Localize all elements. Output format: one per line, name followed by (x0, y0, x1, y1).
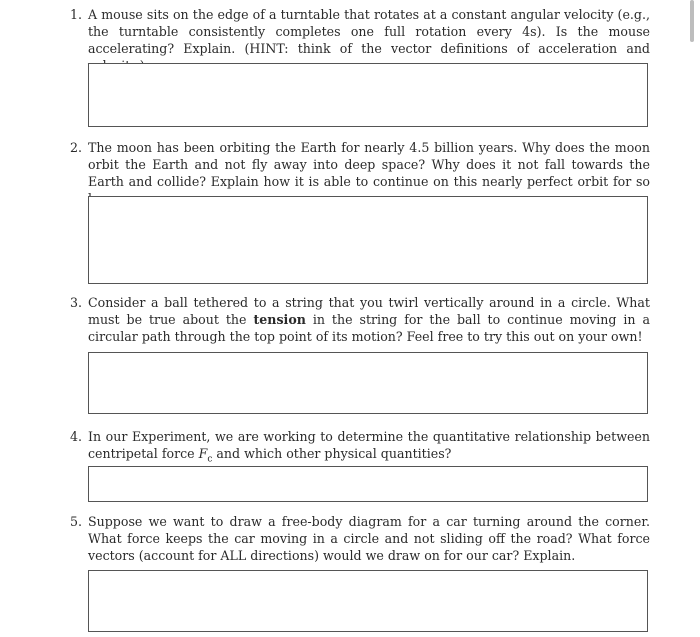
question-number: 4. (70, 429, 83, 444)
question-text: In our Experiment, we are working to determine the quantitative relationship between centripetal force $F_c$ and which other physical quantities? (88, 429, 650, 465)
question-4 (70, 428, 650, 469)
force-symbol: F (198, 446, 208, 461)
answer-box-3[interactable] (88, 352, 648, 414)
question-text: A mouse sits on the edge of a turntable that rotates at a constant angular velocity (e.g., the turntable consistently completes one full rotation every 4s). Is the mouse accelerating? Explain. (HINT: think of the vector definitions of acceleration and (88, 7, 650, 56)
answer-box-1[interactable] (88, 63, 648, 127)
tension-term: tension (253, 312, 306, 327)
question-number: 1. (70, 7, 83, 22)
force-subscript: c (207, 454, 213, 465)
question-5 (70, 513, 650, 564)
question-number: 5. (70, 514, 83, 529)
question-number: 2. (70, 140, 83, 155)
answer-box-5[interactable] (88, 570, 648, 632)
question-number: 3. (70, 295, 83, 310)
question-text: Consider a ball tethered to a string that you twirl vertically around in a circle. What must be true about the tension in the string for the ball to continue moving in a circular path through the top point of its motion? Feel free to try this out on your own! (88, 295, 651, 344)
answer-box-2[interactable] (88, 196, 648, 284)
answer-box-4[interactable] (88, 466, 648, 502)
question-text: The moon has been orbiting the Earth for nearly 4.5 billion years. Why does the moon orbit the Earth and not fly away into deep space? Why does it not fall towards the Earth and collide? Explain how it is able to continue on this nearly perfect orbit for so (88, 140, 650, 189)
question-3 (70, 294, 650, 345)
question-text: Suppose we want to draw a free-body diagram for a car turning around the corner. What force keeps the car moving in a circle and not sliding off the road? What force vectors (account for ALL directions) would we draw on for our car? Explain. (88, 514, 650, 563)
scrollbar[interactable] (690, 0, 694, 42)
